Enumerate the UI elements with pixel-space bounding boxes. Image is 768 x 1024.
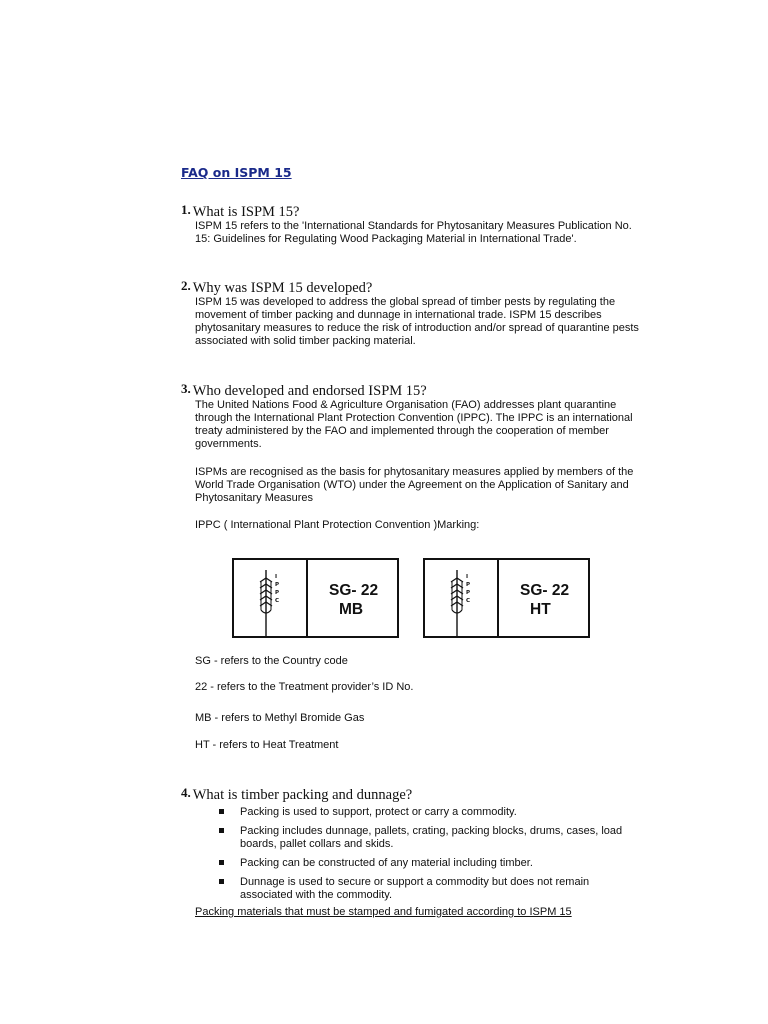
list-item: Packing includes dunnage, pallets, crating, packing blocks, drums, cases, load boards, pallet collars and skids. bbox=[219, 825, 639, 851]
question-1-heading bbox=[181, 202, 299, 221]
answer-3-continued: ISPMs are recognised as the basis for phytosanitary measures applied by members of the World Trade Organisation (WTO) under the Agreement on the Application of Sanitary and Phytosanitary Measures bbox=[195, 466, 634, 504]
list-item: Packing is used to support, protect or carry a commodity. bbox=[219, 806, 639, 819]
ippc-mark-mb bbox=[232, 558, 399, 638]
legend-methyl-bromide: MB - refers to Methyl Bromide Gas bbox=[195, 712, 365, 724]
question-number: 2. bbox=[181, 278, 191, 293]
list-item: Packing can be constructed of any material including timber. bbox=[219, 857, 639, 870]
question-text: What is timber packing and dunnage? bbox=[192, 787, 413, 803]
question-3-heading bbox=[181, 381, 427, 400]
legend-provider-id: 22 - refers to the Treatment provider’s ID No. bbox=[195, 681, 414, 693]
logo-letter: I bbox=[466, 574, 469, 580]
logo-letter: C bbox=[466, 598, 471, 604]
mark-code bbox=[308, 560, 397, 636]
mark-code bbox=[499, 560, 588, 636]
page-title: FAQ on ISPM 15 bbox=[181, 165, 292, 180]
logo-letter: I bbox=[275, 574, 278, 580]
question-4-heading bbox=[181, 785, 412, 804]
wheat-icon bbox=[445, 564, 481, 636]
question-text: Why was ISPM 15 developed? bbox=[192, 280, 373, 296]
legend-heat-treatment: HT - refers to Heat Treatment bbox=[195, 739, 339, 751]
legend-country-code: SG - refers to the Country code bbox=[195, 655, 348, 667]
packing-materials-note: Packing materials that must be stamped and fumigated according to ISPM 15 bbox=[195, 906, 572, 918]
ippc-logo bbox=[425, 560, 499, 636]
question-number: 4. bbox=[181, 785, 191, 800]
list-item: Dunnage is used to secure or support a commodity but does not remain associated with the commodity. bbox=[219, 876, 639, 902]
question-text: What is ISPM 15? bbox=[192, 204, 300, 220]
logo-letter: C bbox=[275, 598, 280, 604]
answer-1: ISPM 15 refers to the 'International Standards for Phytosanitary Measures Publication No. 15: Guidelines for Regulating Wood Packaging Material in International Trade'. bbox=[195, 220, 632, 245]
question-2-heading bbox=[181, 278, 372, 297]
treatment-code: MB bbox=[339, 601, 364, 618]
ippc-logo bbox=[234, 560, 308, 636]
question-number: 3. bbox=[181, 381, 191, 396]
packing-bullet-list bbox=[219, 806, 639, 908]
logo-letter: P bbox=[466, 582, 471, 588]
logo-letter: P bbox=[275, 582, 280, 588]
ippc-mark-ht bbox=[423, 558, 590, 638]
answer-3: The United Nations Food & Agriculture Organisation (FAO) addresses plant quarantine through the International Plant Protection Convention (IPPC). The IPPC is an international treaty administered by the FAO and implemented through the cooperation of member governments. bbox=[195, 399, 633, 450]
country-treatment-code: SG- 22 bbox=[329, 582, 379, 599]
logo-letter: P bbox=[275, 590, 280, 596]
logo-letter: P bbox=[466, 590, 471, 596]
answer-2: ISPM 15 was developed to address the global spread of timber pests by regulating the movement of timber packing and dunnage in international trade. ISPM 15 describes phytosanitary measures to reduce the risk of introduction and/or spread of quarantine pests associated with solid timber packing material. bbox=[195, 296, 639, 347]
treatment-code: HT bbox=[530, 601, 551, 618]
question-text: Who developed and endorsed ISPM 15? bbox=[192, 383, 427, 399]
wheat-icon bbox=[254, 564, 290, 636]
marking-label: IPPC ( International Plant Protection Convention )Marking: bbox=[195, 519, 480, 531]
country-treatment-code: SG- 22 bbox=[520, 582, 570, 599]
question-number: 1. bbox=[181, 202, 191, 217]
